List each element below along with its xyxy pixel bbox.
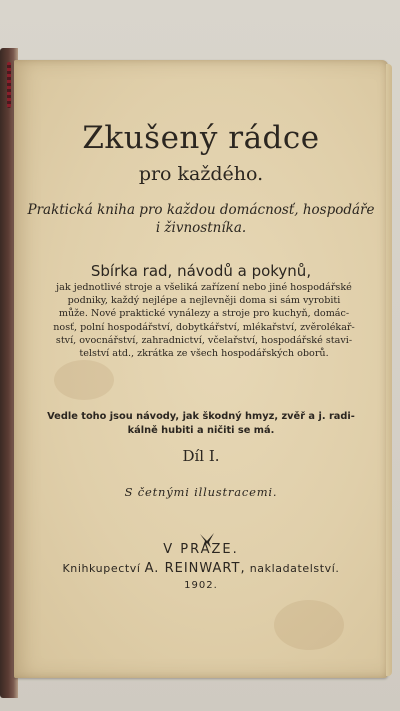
body-line: ství, ovocnářství, zahradnictví, včelařství, hospodářské stavi- (55, 334, 353, 346)
body-line: jak jednotlivé stroje a všeliká zařízení nebo jiné hospodářské (56, 282, 352, 293)
publication-place: V PRAZE. (163, 542, 239, 557)
publisher-name: A. REINWART, (144, 561, 246, 576)
paper-stain (274, 600, 344, 650)
body-line: nosť, polní hospodářství, dobytkářství, mlékařství, zvěrolékař- (53, 321, 355, 333)
publisher-line (14, 561, 388, 576)
illustrations-note: S četnými illustracemi. (124, 485, 278, 499)
bold-line: Vedle toho jsou návody, jak škodný hmyz, zvěř a j. radi- (47, 411, 355, 422)
spine-bookmark-ribbon (7, 62, 11, 108)
description-line: i živnostníka. (155, 220, 247, 236)
body-line: podniky, každý nejlépe a nejlevněji doma si sám vyrobiti (67, 295, 341, 307)
bold-line: kálně hubiti a ničiti se má. (127, 425, 275, 436)
description-line: Praktická kniha pro každou domácnosť, hospodáře (27, 202, 375, 218)
pest-control-note (34, 410, 368, 438)
publication-year: 1902. (184, 580, 218, 591)
volume-label: Díl I. (182, 447, 220, 465)
collection-heading: Sbírka rad, návodů a pokynů, (90, 262, 312, 280)
publisher-suffix: nakladatelství. (249, 562, 340, 575)
page-edge (386, 64, 392, 676)
body-line: může. Nové praktické vynálezy a stroje pro kuchyň, domác- (58, 308, 350, 320)
title-page (14, 60, 388, 678)
contents-description (38, 281, 370, 360)
publisher-prefix: Knihkupectví (62, 562, 141, 575)
body-line: telství atd., zkrátka ze všech hospodářských oborů. (79, 348, 329, 360)
book-subtitle: pro každého. (138, 163, 264, 185)
paper-stain (54, 360, 114, 400)
book-title: Zkušený rádce (82, 120, 320, 156)
